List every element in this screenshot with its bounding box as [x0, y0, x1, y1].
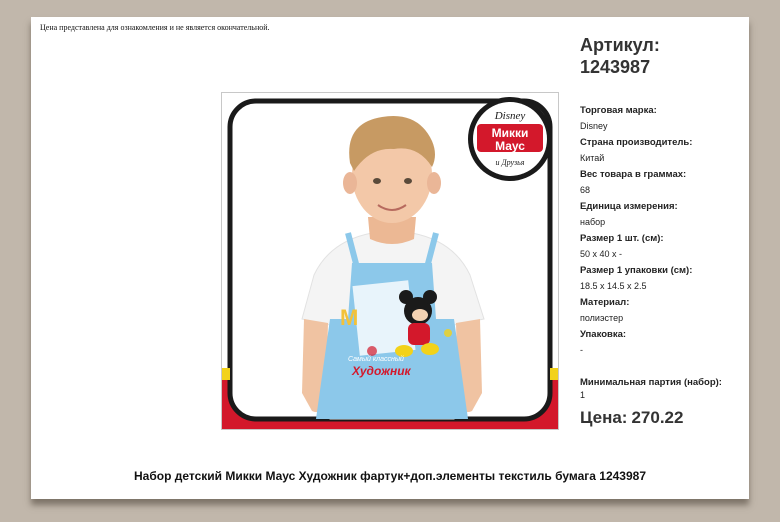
price-value: 270.22 — [631, 408, 684, 427]
spec-value: 18.5 x 14.5 x 2.5 — [580, 281, 647, 291]
logo-disney-text: Disney — [494, 110, 526, 122]
spec-value: - — [580, 345, 583, 355]
spec-value: Disney — [580, 121, 608, 131]
spec-label: Торговая марка: — [580, 105, 657, 116]
apron-caption-top: Самый классный — [348, 356, 404, 363]
price-disclaimer: Цена представлена для ознакомления и не является окончательной. — [40, 23, 270, 32]
spec-label: Вес товара в граммах: — [580, 169, 687, 180]
price-label: Цена: — [580, 408, 628, 427]
product-sheet — [31, 17, 749, 499]
spec-label: Единица измерения: — [580, 201, 678, 212]
article-number: 1243987 — [580, 57, 651, 77]
spec-value: полиэстер — [580, 313, 624, 323]
apron-caption-main: Художник — [352, 364, 411, 378]
spec-row-item-size — [580, 232, 745, 264]
spec-row-country — [580, 136, 745, 168]
price — [580, 408, 683, 428]
spec-value: 68 — [580, 185, 591, 195]
spec-label: Упаковка: — [580, 329, 627, 340]
article-label: Артикул: — [580, 35, 660, 55]
spec-label: Страна производитель: — [580, 137, 693, 148]
spec-label: Материал: — [580, 297, 630, 308]
spec-row-material — [580, 296, 745, 328]
spec-value: набор — [580, 217, 606, 227]
spec-row-weight — [580, 168, 745, 200]
spec-row-package-size — [580, 264, 745, 296]
product-photo — [221, 92, 559, 430]
spec-row-packaging — [580, 328, 745, 360]
logo-line-1: Микки — [491, 126, 529, 140]
spec-row-unit — [580, 200, 745, 232]
spec-value: 50 x 40 x - — [580, 249, 623, 259]
spec-list — [580, 104, 745, 360]
logo-line-2: Маус — [495, 139, 525, 153]
svg-text:M: M — [340, 305, 359, 330]
min-batch-label: Минимальная партия (набор): — [580, 377, 722, 388]
spec-row-brand — [580, 104, 745, 136]
spec-value: Китай — [580, 153, 605, 163]
logo-line-3: и Друзья — [495, 158, 525, 167]
min-batch-value: 1 — [580, 390, 586, 400]
product-title: Набор детский Микки Маус Художник фартук+доп.элементы текстиль бумага 1243987 — [134, 469, 646, 483]
spec-label: Размер 1 шт. (см): — [580, 233, 664, 244]
product-illustration — [222, 93, 558, 429]
spec-label: Размер 1 упаковки (см): — [580, 265, 693, 276]
